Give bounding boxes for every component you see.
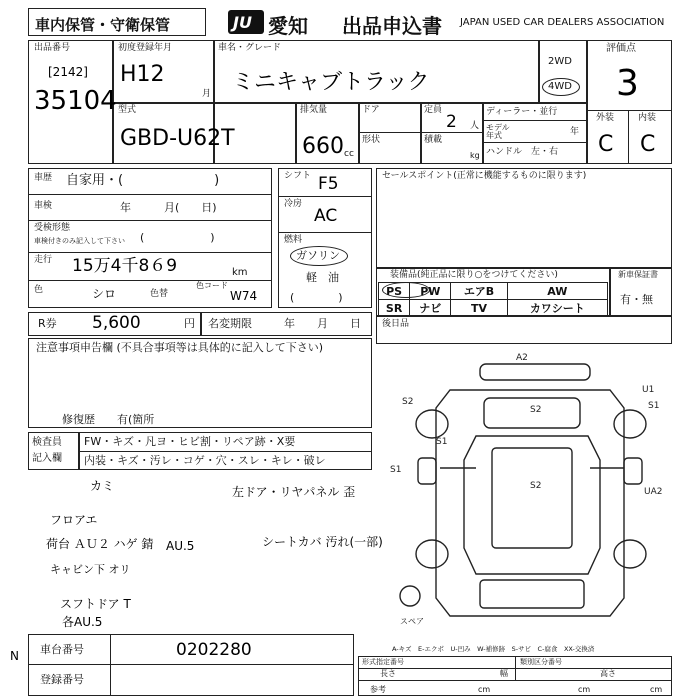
hand-note-8: スフトドア T (60, 597, 131, 611)
recycle-label: R券 (38, 317, 57, 330)
fuel-other: ( ) (290, 291, 343, 304)
ju-logo-text: JU (233, 13, 252, 32)
displacement-unit: cc (344, 149, 354, 159)
load-unit: kg (470, 151, 480, 160)
model-value: GBD-U62T (120, 126, 235, 151)
recycle-unit: 円 (184, 317, 195, 330)
hand-note-6: AU.5 (166, 539, 195, 553)
shift-label: シフト (284, 171, 312, 181)
transfer-note: 車検付きのみ記入して下さい (34, 237, 125, 245)
interior-label: 内装 (638, 113, 657, 123)
sales-point-label: セールスポイント(正常に機能するものに限ります) (382, 171, 587, 181)
fuel-diesel: 軽 油 (306, 271, 339, 284)
diagram-mirror-r (624, 458, 642, 484)
header-badge (28, 8, 206, 36)
mark-u1: U1 (642, 385, 655, 395)
inspector-label-2: 記入欄 (32, 453, 62, 464)
diagram-bed (480, 580, 584, 608)
equip-leather: カワシート (507, 300, 607, 317)
equip-ps: PS (379, 283, 410, 300)
fuel-label: 燃料 (284, 235, 303, 245)
mark-s1a: S1 (648, 401, 660, 411)
width-label: 幅 (500, 669, 508, 678)
ju-logo (228, 10, 264, 34)
post-install-box (376, 316, 672, 344)
hand-note-1: カミ (90, 479, 115, 493)
transfer-paren: ( ) (140, 231, 215, 244)
capacity-label: 定員 (424, 105, 443, 115)
diagram-mirror-l (418, 458, 436, 484)
diagram-wheel-rl (416, 540, 448, 568)
deadline-label: 名変期限 (208, 317, 252, 330)
car-name-label: 車名・グレード (218, 43, 282, 53)
header-subtitle: JAPAN USED CAR DEALERS ASSOCIATION (460, 17, 665, 28)
model-year-label: モデル 年式 (486, 123, 510, 140)
model-label: 型式 (118, 105, 137, 115)
diagram-hood (464, 436, 600, 574)
drive-4wd: 4WD (548, 81, 572, 92)
inspector-label-1: 検査員 (32, 437, 62, 448)
repair-history: 修復歴 有(箇所 (62, 413, 155, 426)
drive-2wd: 2WD (548, 56, 572, 67)
diagram-wheel-rr (614, 540, 646, 568)
diagram-front-bumper (480, 364, 590, 380)
mark-s1c: S1 (436, 437, 448, 447)
color-code: W74 (230, 289, 258, 303)
ac-label: 冷房 (284, 199, 303, 209)
header-org: 愛知 (268, 14, 308, 38)
equip-airbag: エアB (451, 283, 507, 300)
capacity-value: 2 (446, 112, 457, 132)
shift-value: F5 (318, 174, 339, 194)
car-name-value: ミニキャブトラック (232, 70, 430, 95)
equip-navi: ナビ (410, 300, 451, 317)
hand-note-5: キャビン下 オリ (50, 563, 131, 576)
equipment-label: 装備品(純正品に限り○をつけてください) (390, 270, 558, 280)
cm-1: cm (478, 685, 491, 694)
color-code-label: 色コード (196, 281, 228, 290)
lot-number: 35104 (34, 86, 117, 116)
recycle-value: 5,600 (92, 313, 141, 333)
mileage-unit: km (232, 267, 248, 278)
inspection-value: 年 月( 日) (120, 201, 217, 214)
inspector-row-1: FW・キズ・凡ヨ・ヒビ割・リペア跡・X要 (84, 435, 296, 448)
category-label: 類別区分番号 (520, 658, 562, 666)
equip-tv: TV (451, 300, 507, 317)
margin-mark: N (10, 649, 19, 663)
mark-spare: スペア (400, 617, 424, 626)
ref-label: 参考 (370, 685, 386, 694)
inspection-label: 車検 (34, 201, 53, 211)
history-value: 自家用・( ) (66, 173, 220, 188)
inspector-row-2: 内装・キズ・汚レ・コゲ・穴・スレ・キレ・破レ (84, 454, 326, 467)
registration-label: 初度登録年月 (118, 43, 173, 53)
mileage-label: 走行 (34, 255, 53, 265)
equip-sr: SR (379, 300, 410, 317)
exterior-label: 外装 (596, 113, 615, 123)
exterior-grade: C (598, 132, 614, 157)
hand-note-2: 左ドア・リヤパネル 歪 (232, 485, 356, 499)
registration-year: H12 (120, 62, 165, 87)
displacement-label: 排気量 (300, 105, 328, 115)
deadline-value: 年 月 日 (284, 317, 361, 330)
color-label: 色 (34, 285, 44, 295)
height-label: 高さ (600, 669, 616, 678)
car-diagram (380, 348, 676, 638)
diagram-spare (400, 586, 420, 606)
history-label: 車歴 (34, 173, 53, 183)
notes-label: 注意事項申告欄 (不具合事項等は具体的に記入して下さい) (36, 341, 324, 354)
equip-aw: AW (507, 283, 607, 300)
warranty-value: 有・無 (620, 293, 653, 306)
diagram-roof (492, 448, 572, 548)
post-install-label: 後日品 (382, 319, 410, 329)
load-label: 積載 (424, 135, 443, 145)
door-label: ドア (362, 105, 380, 115)
ps-circle (382, 282, 430, 298)
ac-value: AC (314, 206, 338, 226)
hand-note-3: フロアエ (50, 513, 98, 527)
type-designation-label: 形式指定番号 (362, 658, 404, 666)
diagram-wheel-fr (614, 410, 646, 438)
header-title: 出品申込書 (342, 14, 442, 38)
displacement-value: 660 (302, 134, 344, 159)
color-change: 色替 (150, 289, 169, 299)
equip-pw: PW (410, 283, 451, 300)
mark-s2c: S2 (530, 481, 542, 491)
damage-legend: A-キズ E-エクボ U-凹み W-補修跡 S-サビ C-腐食 XX-交換済 (392, 645, 595, 653)
plate-label: 登録番号 (40, 673, 84, 686)
mark-a2: A2 (516, 353, 528, 363)
mark-s1b: S1 (390, 465, 402, 475)
warranty-label: 新車保証書 (618, 270, 658, 279)
door-shape: 形状 (362, 135, 381, 145)
hand-note-9: 各AU.5 (62, 615, 103, 629)
hand-note-7: シートカバ 汚れ(一部) (262, 535, 383, 549)
mark-ua2: UA2 (644, 487, 663, 497)
mileage-value: 15万4千8６9 (72, 256, 178, 276)
lot-label: 出品番号 (34, 43, 71, 53)
chassis-value: 0202280 (176, 640, 252, 660)
header-badge-text: 車内保管・守衛保管 (35, 16, 171, 34)
hand-note-4: 荷台 ＡＵ２ ハゲ 錆 (46, 537, 154, 551)
sales-point-box (376, 168, 672, 268)
cm-2: cm (578, 685, 591, 694)
cm-3: cm (650, 685, 663, 694)
color-value: シロ (92, 287, 117, 301)
registration-month: 月 (202, 89, 212, 99)
fuel-gasoline: ガソリン (296, 249, 340, 262)
handle-label: ハンドル 左・右 (486, 147, 559, 157)
rating-value: 3 (616, 63, 639, 104)
mark-s2b: S2 (530, 405, 542, 415)
dealer-label: ディーラー・並行 (486, 107, 558, 117)
interior-grade: C (640, 132, 656, 157)
dealer-year: 年 (570, 127, 580, 137)
diagram-wheel-fl (416, 410, 448, 438)
chassis-label: 車台番号 (40, 643, 84, 656)
transfer-label: 受検形態 (34, 223, 71, 233)
rating-label: 評価点 (606, 43, 636, 54)
mark-s2a: S2 (402, 397, 414, 407)
capacity-unit: 人 (470, 121, 480, 131)
lot-code: [2142] (48, 65, 88, 79)
length-label: 長さ (380, 669, 396, 678)
